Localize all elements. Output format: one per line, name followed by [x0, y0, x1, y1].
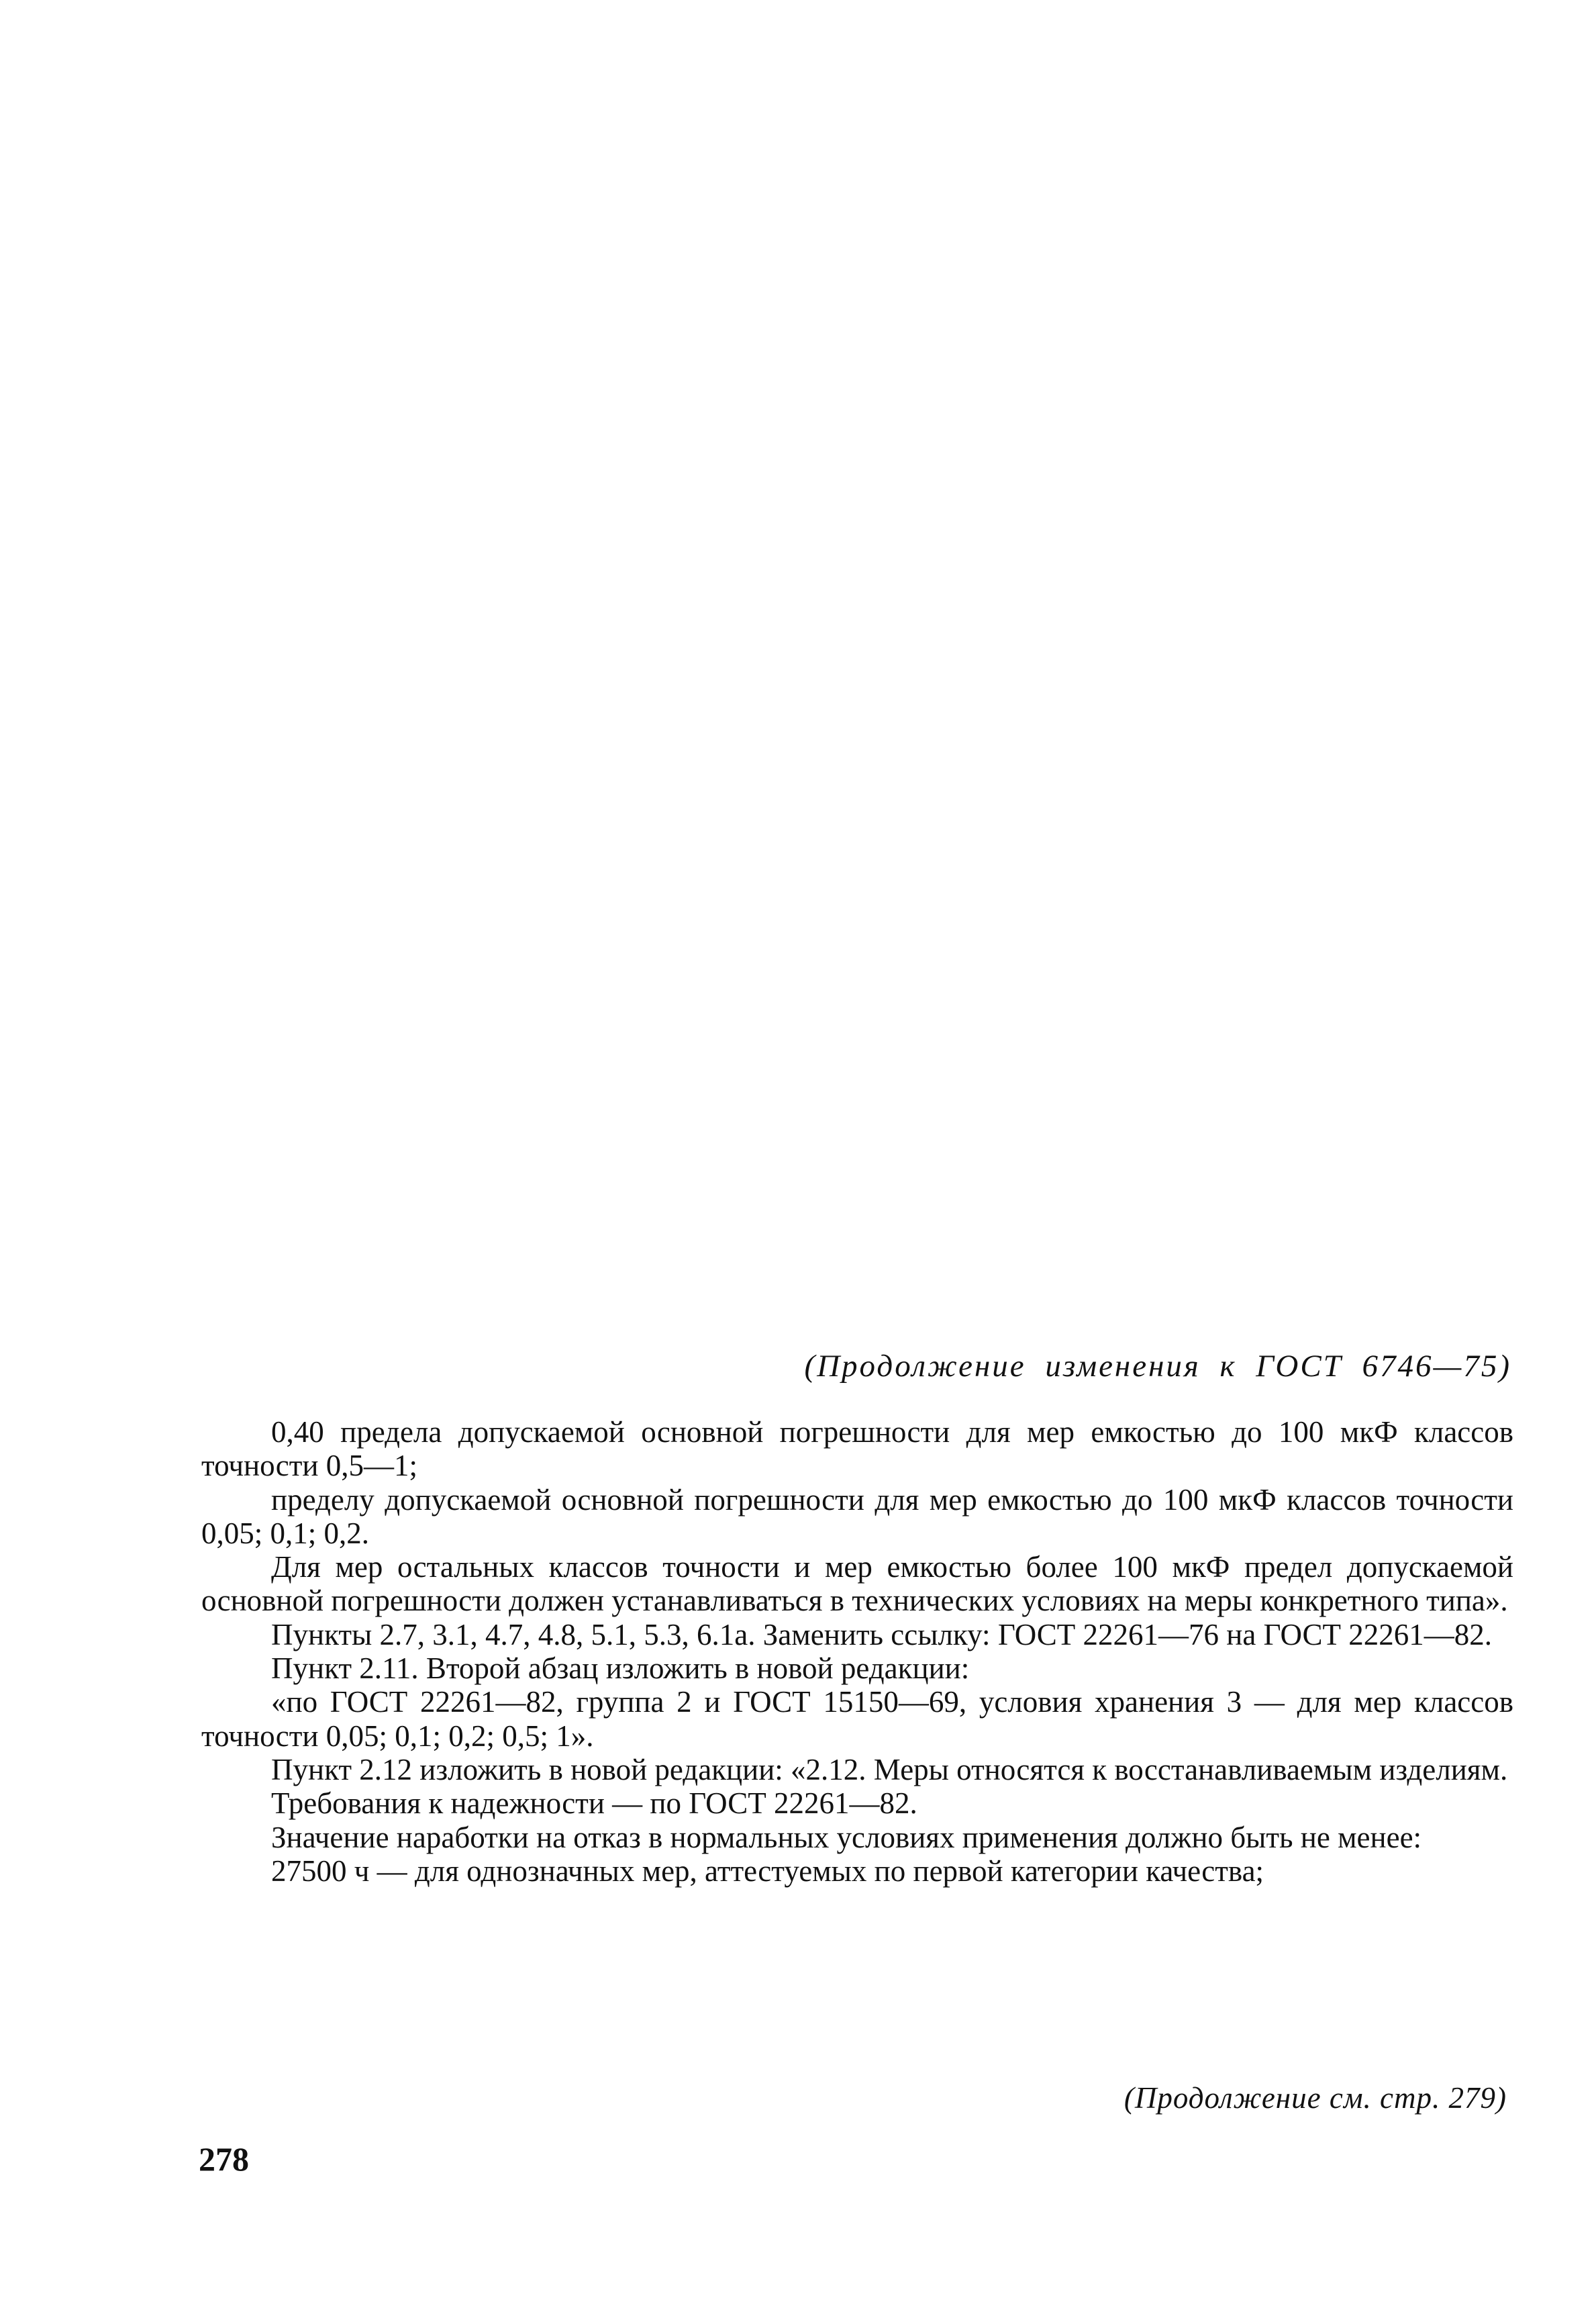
- paragraph-27500-hours: 27500 ч — для однозначных мер, аттестуемых по первой категории качества;: [271, 1854, 1264, 1888]
- paragraph-replace-reference: Пункты 2.7, 3.1, 4.7, 4.8, 5.1, 5.3, 6.1а. Заменить ссылку: ГОСТ 22261—76 на ГОСТ 22261—82.: [271, 1617, 1493, 1651]
- paragraph-clause-2-12: Пункт 2.12 изложить в новой редакции: «2.12. Меры относятся к восстанавливаемым изделиям.: [271, 1752, 1508, 1786]
- paragraph-clause-2-11-text: «по ГОСТ 22261—82, группа 2 и ГОСТ 15150—69, условия хранения 3 — для мер классов точности 0,05; 0,1; 0,2; 0,5; 1».: [201, 1685, 1513, 1753]
- paragraph-mtbf-value: Значение наработки на отказ в нормальных условиях применения должно быть не менее:: [271, 1820, 1422, 1854]
- document-body: [201, 1415, 1513, 1888]
- paragraph-tolerance-up-to-100uf: 0,40 предела допускаемой основной погрешности для мер емкостью до 100 мкФ классов точности 0,5—1;: [201, 1415, 1513, 1483]
- page-number: 278: [199, 2140, 249, 2178]
- paragraph-clause-2-11: Пункт 2.11. Второй абзац изложить в новой редакции:: [271, 1651, 970, 1686]
- continuation-footer: (Продолжение см. стр. 279): [1124, 2081, 1507, 2115]
- paragraph-reliability-requirements: Требования к надежности — по ГОСТ 22261—82.: [271, 1786, 917, 1821]
- continuation-header: (Продолжение изменения к ГОСТ 6746—75): [804, 1349, 1511, 1384]
- paragraph-other-classes: Для мер остальных классов точности и мер емкостью более 100 мкФ предел допускаемой основной погрешности должен устанавливаться в технических условиях на меры конкретного типа».: [201, 1550, 1513, 1618]
- paragraph-tolerance-classes-005-01-02: пределу допускаемой основной погрешности для мер емкостью до 100 мкФ классов точности 0,05; 0,1; 0,2.: [201, 1482, 1513, 1550]
